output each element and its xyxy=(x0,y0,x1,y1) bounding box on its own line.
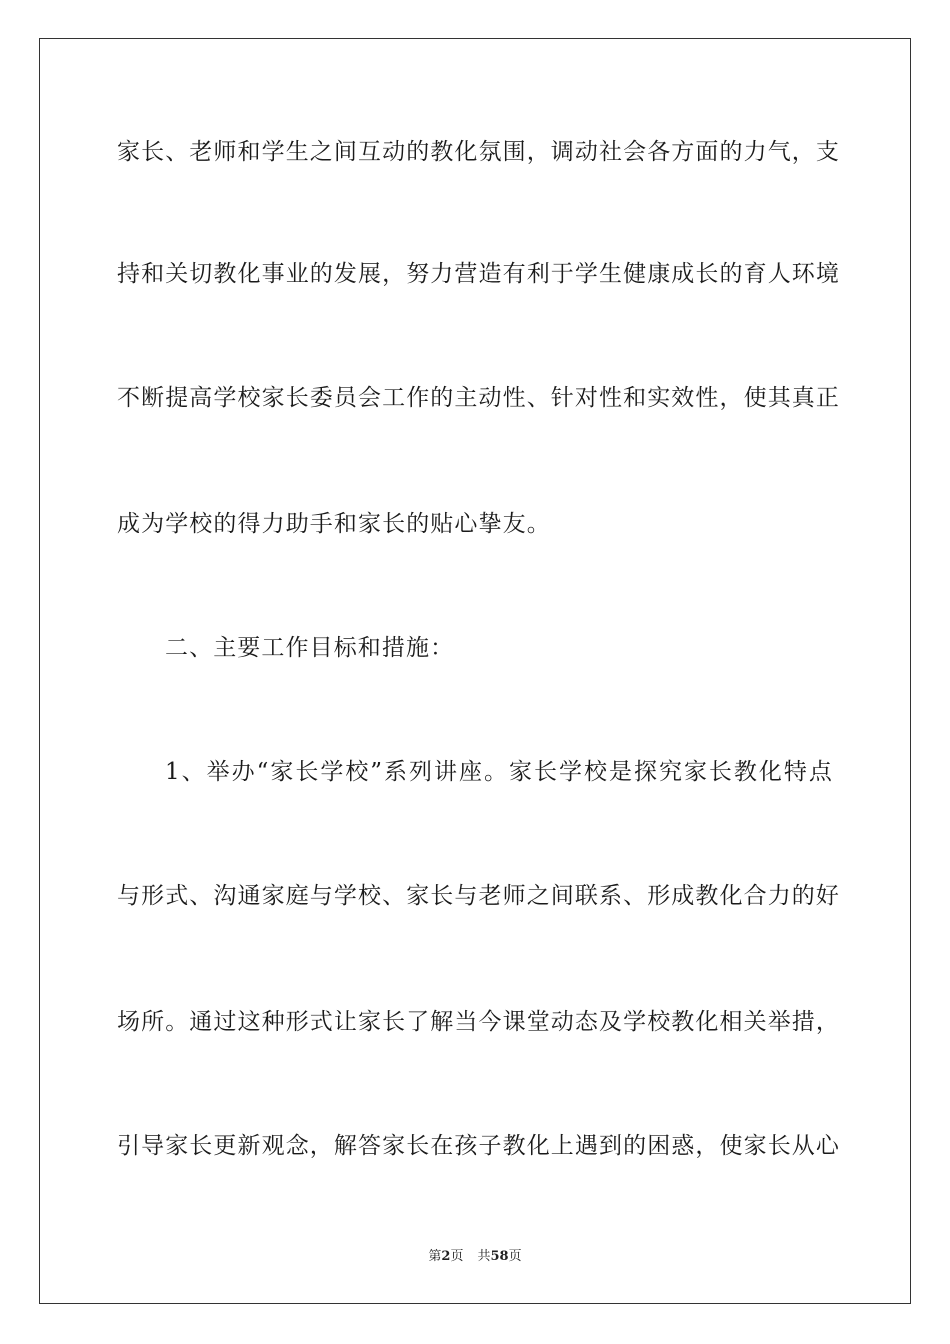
page-number: 2 xyxy=(441,1249,451,1264)
body-line-6: 1、举办“家长学校”系列讲座。家长学校是探究家长教化特点 xyxy=(165,759,833,785)
body-line-3: 不断提高学校家长委员会工作的主动性、针对性和实效性，使其真正 xyxy=(117,385,840,411)
body-line-4: 成为学校的得力助手和家长的贴心挚友。 xyxy=(117,511,551,537)
body-line-2: 持和关切教化事业的发展，努力营造有利于学生健康成长的育人环境 xyxy=(117,261,840,287)
total-pages: 58 xyxy=(490,1249,509,1264)
page-prefix: 第 xyxy=(428,1249,442,1264)
body-line-8: 场所。通过这种形式让家长了解当今课堂动态及学校教化相关举措， xyxy=(117,1009,840,1035)
body-line-1: 家长、老师和学生之间互动的教化氛围，调动社会各方面的力气，支 xyxy=(117,139,840,165)
body-line-9: 引导家长更新观念，解答家长在孩子教化上遇到的困惑，使家长从心 xyxy=(117,1133,840,1159)
section-heading: 二、主要工作目标和措施： xyxy=(165,635,455,661)
page-border xyxy=(39,38,911,1304)
page-footer xyxy=(0,1248,950,1266)
page-unit: 页 xyxy=(450,1249,464,1264)
total-unit: 页 xyxy=(508,1249,522,1264)
body-line-7: 与形式、沟通家庭与学校、家长与老师之间联系、形成教化合力的好 xyxy=(117,883,840,909)
total-prefix: 共 xyxy=(477,1249,491,1264)
